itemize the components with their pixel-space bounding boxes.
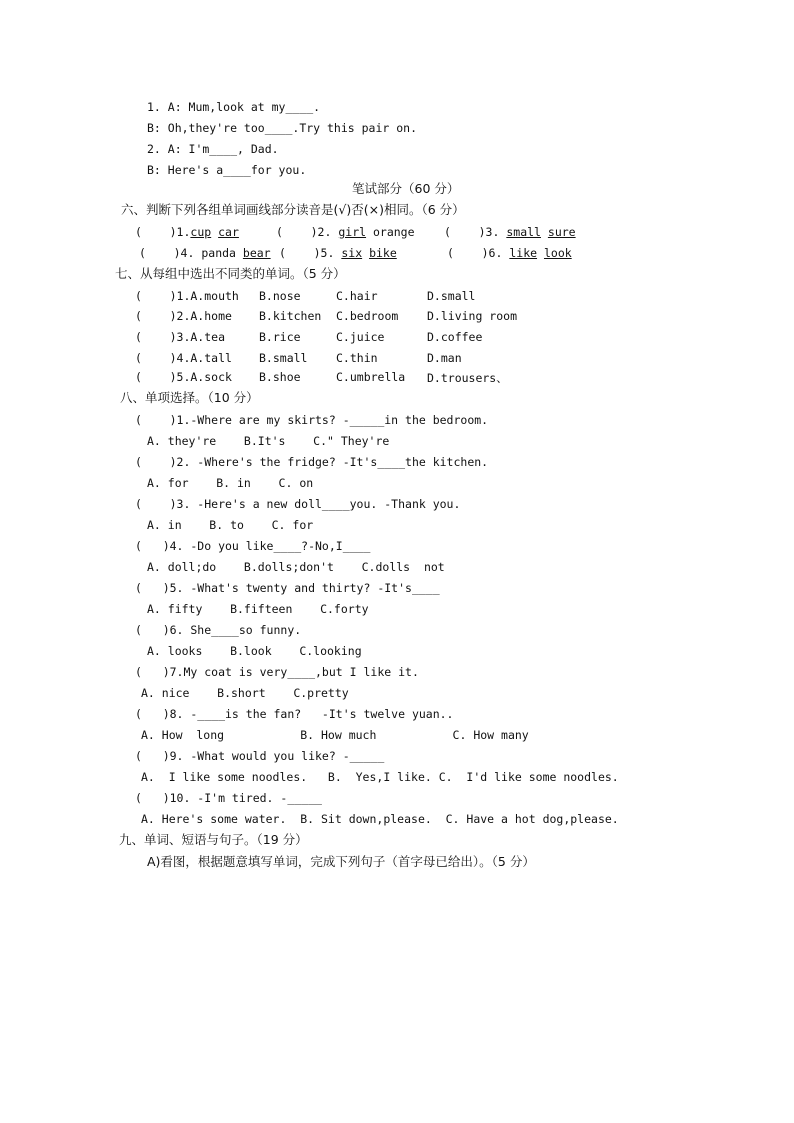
options-line: A. looks B.look C.looking (147, 644, 362, 658)
phonics-item: ( )2. girl orange (276, 225, 415, 239)
section-6-title: 六、判断下列各组单词画线部分读音是(√)否(×)相同。（6 分） (121, 202, 465, 217)
options-line: A. How long B. How much C. How many (141, 728, 529, 742)
question-line: ( )1.-Where are my skirts? -_____in the bedroom. (135, 413, 489, 427)
question-line: ( )2. -Where's the fridge? -It's____the kitchen. (135, 455, 489, 469)
section-9-title: 九、单词、短语与句子。（19 分） (119, 832, 308, 847)
question-line: ( )10. -I'm tired. -_____ (135, 791, 322, 805)
answer-blank[interactable]: ( ) (447, 246, 489, 260)
options-line: A. in B. to C. for (147, 518, 314, 532)
underlined-word: small (506, 225, 541, 239)
options-line: A. for B. in C. on (147, 476, 314, 490)
question-line: ( )7.My coat is very____,but I like it. (135, 665, 419, 679)
question-line: ( )9. -What would you like? -_____ (135, 749, 385, 763)
worksheet-page: 1. A: Mum,look at my____. B: Oh,they're too____.Try this pair on. 2. A: I'm____, Dad. B: Here's a____for you. 笔试部分（60 分） 六、判断下列各组单词画线部分读音是(√)否(×)相同。（6 分） ( )1.cup car ( )2. girl orange ( )3. small sure ( )4. panda bear ( )5. six bike ( )6. like look 七、从每组中选出不同类的单词。（5 分） ( )1.A.mouth B.nose C.hair D.small ( )2.A.home B.kitchen C.bedroom D.living room ( )3.A.tea B.rice C.juice D.coffee ( )4.A.tall B.small C.thin D.man ( )5.A.sock B.shoe C.umbrella D.trousers、 八、单项选择。（10 分） ( )1.-Where are my skirts? -_____in the bedroom. A. they're B.It's C." They're ( )2. -Where's the fridge? -It's____the kitchen. A. for B. in C. on ( )3. -Here's a new doll____you. -Thank you. A. in B. to C. for ( )4. -Do you like____?-No,I____ A. doll;do B.dolls;don't C.dolls not ( )5. -What's twenty and thirty? -It's____ A. fifty B.fifteen C.forty ( )6. She____so funny. A. looks B.look C.looking ( )7.My coat is very____,but I like it. A. nice B.short C.pretty ( )8. -____is the fan? -It's twelve yuan.. A. How long B. How much C. How many ( )9. -What would you like? -_____ A. I like some noodles. B. Yes,I like. C. I'd like some noodles. ( )10. -I'm tired. -_____ A. Here's some water. B. Sit down,please. C. Have a hot dog,please. 九、单词、短语与句子。（19 分） A)看图，根据题意填写单词，完成下列句子（首字母已给出）。（5 分） (115, 100, 619, 869)
section-8-title: 八、单项选择。（10 分） (120, 390, 259, 405)
phonics-item: ( )3. small sure (444, 225, 576, 239)
options-line: A. they're B.It's C." They're (147, 434, 390, 448)
underlined-word: six (341, 246, 363, 260)
underlined-word: car (218, 225, 239, 239)
options-line: A. doll;do B.dolls;don't C.dolls not (147, 560, 445, 574)
question-line: ( )8. -____is the fan? -It's twelve yuan.. (135, 707, 454, 721)
underlined-word: cup (190, 225, 212, 239)
question-line: ( )4. -Do you like____?-No,I____ (135, 539, 371, 553)
underlined-word: sure (547, 225, 576, 239)
underlined-word: girl (338, 225, 367, 239)
dialogue-line: B: Here's a____for you. (147, 163, 307, 177)
dialogue-line: 2. A: I'm____, Dad. (147, 142, 279, 156)
options-line: A. I like some noodles. B. Yes,I like. C. I'd like some noodles. (141, 770, 619, 784)
phonics-item: ( )1.cup car (135, 225, 239, 239)
options-line: A. nice B.short C.pretty (141, 686, 349, 700)
answer-blank[interactable]: ( ) (276, 225, 318, 239)
question-line: ( )5. -What's twenty and thirty? -It's____ (135, 581, 440, 595)
question-line: ( )3. -Here's a new doll____you. -Thank you. (135, 497, 461, 511)
underlined-word: bear (242, 246, 271, 260)
written-part-title: 笔试部分（60 分） (352, 181, 460, 196)
dialogue-line: 1. A: Mum,look at my____. (147, 100, 321, 114)
underlined-word: like (509, 246, 538, 260)
underlined-word: look (543, 246, 572, 260)
underlined-word: bike (369, 246, 397, 260)
phonics-item: ( )6. like look (447, 246, 572, 260)
answer-blank[interactable]: ( ) (139, 246, 181, 260)
section-7-title: 七、从每组中选出不同类的单词。（5 分） (115, 266, 346, 281)
phonics-item: ( )5. six bike (279, 246, 397, 260)
question-line: ( )6. She____so funny. (135, 623, 302, 637)
options-line: A. fifty B.fifteen C.forty (147, 602, 369, 616)
dialogue-line: B: Oh,they're too____.Try this pair on. (147, 121, 418, 135)
answer-blank[interactable]: ( ) (444, 225, 486, 239)
phonics-item: ( )4. panda bear (139, 246, 271, 260)
answer-blank[interactable]: ( ) (135, 225, 177, 239)
section-9-subtitle: A)看图，根据题意填写单词，完成下列句子（首字母已给出）。（5 分） (147, 854, 535, 869)
options-line: A. Here's some water. B. Sit down,please. C. Have a hot dog,please. (141, 812, 619, 826)
answer-blank[interactable]: ( ) (279, 246, 321, 260)
